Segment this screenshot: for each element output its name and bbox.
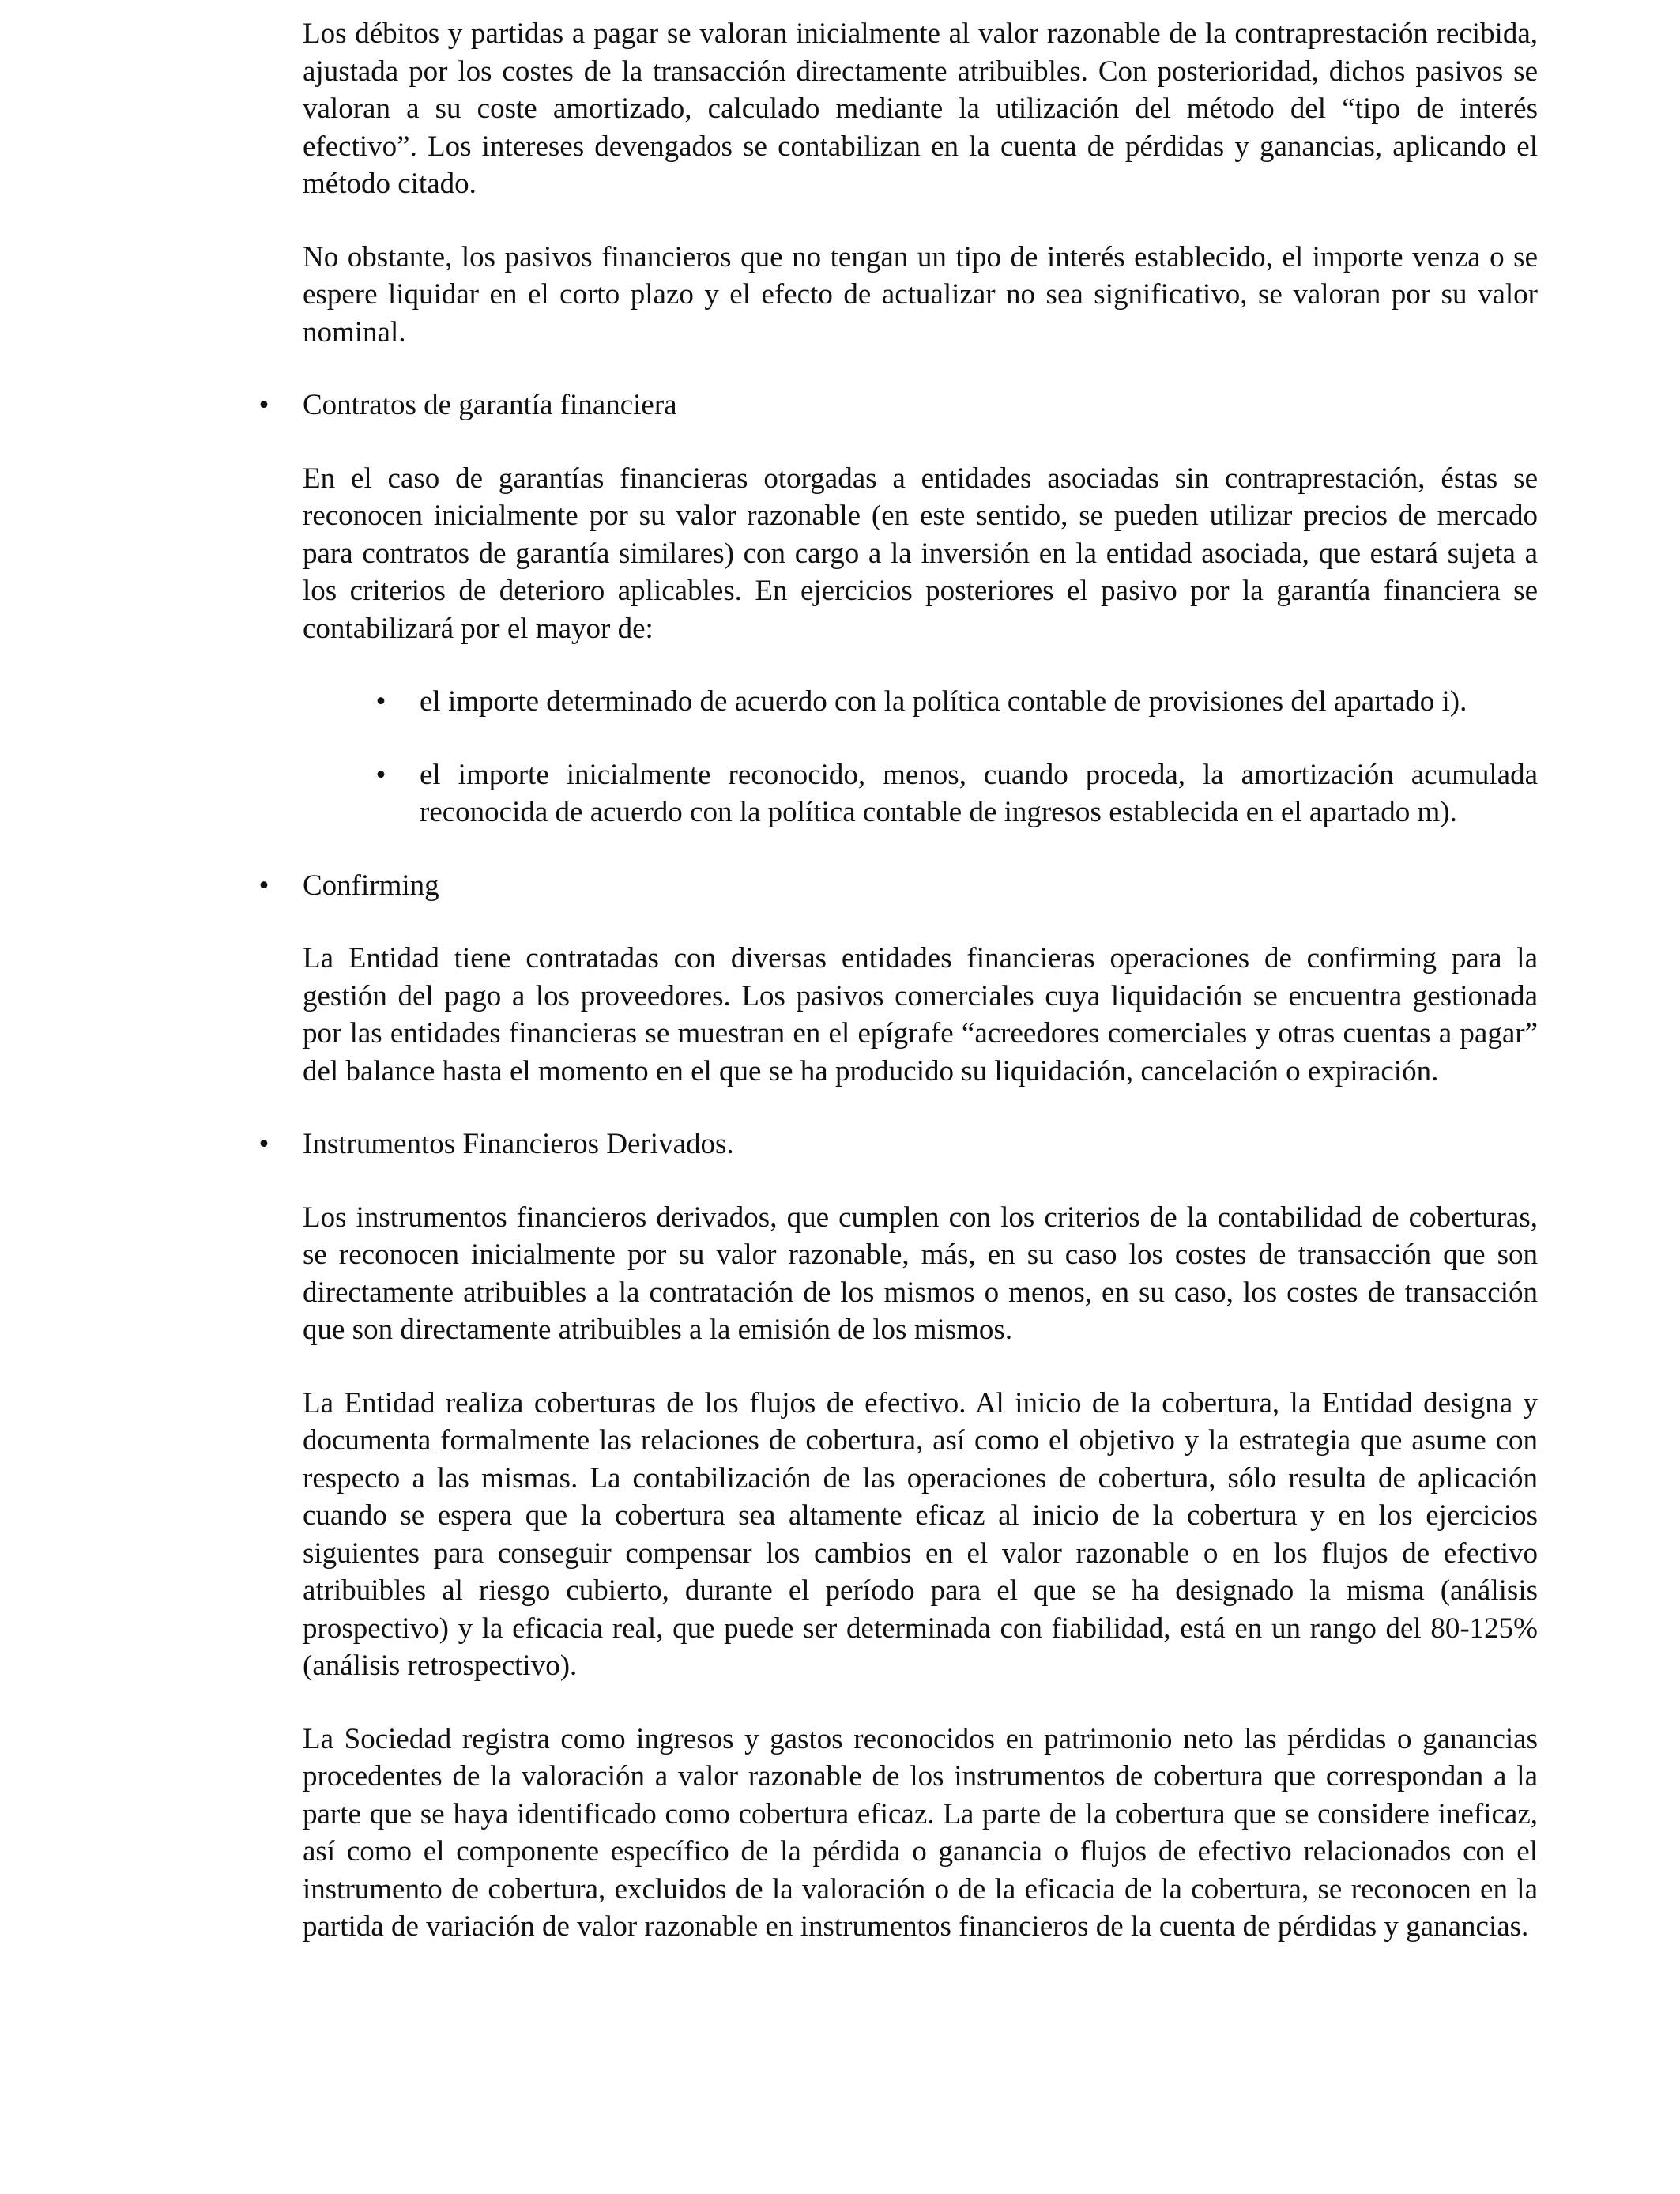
sub-bullet-dot-icon: • xyxy=(375,685,386,718)
confirming-paragraph-1: La Entidad tiene contratadas con diversas entidades financieras operaciones de confirming para la gestión del pago a los proveedores. Los pasivos comerciales cuya liquidación se encuentra gestionada por las entidades financieras se muestran en el epígrafe “acreedores comerciales y otras cuentas a pagar” del balance hasta el momento en el que se ha producido su liquidación, cancelación o expiración. xyxy=(303,942,1538,1088)
sub-bullet-dot-icon: • xyxy=(375,758,386,791)
garantia-paragraph-1: En el caso de garantías financieras otorgadas a entidades asociadas sin contraprestación, éstas se reconocen inicialmente por su valor razonable (en este sentido, se pueden utilizar precios de mercado para contratos de garantía similares) con cargo a la inversión en la entidad asociada, que estará sujeta a los criterios de deterioro aplicables. En ejercicios posteriores el pasivo por la garantía financiera se contabilizará por el mayor de: xyxy=(303,462,1538,645)
derivados-paragraph-3: La Sociedad registra como ingresos y gastos reconocidos en patrimonio neto las pérdidas o ganancias procedentes de la valoración a valor razonable de los instrumentos de cobertura que correspondan a la parte que se haya identificado como cobertura eficaz. La parte de la cobertura que se considere ineficaz, así como el componente específico de la pérdida o ganancia o flujos de efectivo relacionados con el instrumento de cobertura, excluidos de la valoración o de la eficacia de la cobertura, se reconocen en la partida de variación de valor razonable en instrumentos financieros de la cuenta de pérdidas y ganancias. xyxy=(303,1722,1538,1943)
section-heading-derivados: Instrumentos Financieros Derivados. xyxy=(303,1128,734,1160)
document-body xyxy=(258,15,1538,1946)
bullet-dot-icon: • xyxy=(258,389,269,421)
garantia-sub-item-2-text: el importe inicialmente reconocido, menos, cuando proceda, la amortización acumulada reconocida de acuerdo con la política contable de ingresos establecida en el apartado m). xyxy=(420,758,1538,828)
section-heading-confirming: Confirming xyxy=(303,869,439,902)
intro-paragraph-1: Los débitos y partidas a pagar se valoran inicialmente al valor razonable de la contraprestación recibida, ajustada por los costes de la transacción directamente atribuibles. Con posterioridad, dichos pasivos se valoran a su coste amortizado, calculado mediante la utilización del método del “tipo de interés efectivo”. Los intereses devengados se contabilizan en la cuenta de pérdidas y ganancias, aplicando el método citado. xyxy=(303,17,1538,200)
bullet-derivados xyxy=(258,1125,1538,1163)
derivados-paragraph-1: Los instrumentos financieros derivados, que cumplen con los criterios de la contabilidad de coberturas, se reconocen inicialmente por su valor razonable, más, en su caso los costes de transacción que son directamente atribuibles a la contratación de los mismos o menos, en su caso, los costes de transacción que son directamente atribuibles a la emisión de los mismos. xyxy=(303,1201,1538,1346)
garantia-sub-item-1 xyxy=(375,683,1538,721)
bullet-confirming xyxy=(258,867,1538,905)
bullet-dot-icon: • xyxy=(258,1128,269,1160)
bullet-dot-icon: • xyxy=(258,869,269,902)
garantia-sub-list xyxy=(375,683,1538,831)
garantia-sub-item-2 xyxy=(375,756,1538,831)
bullet-garantia xyxy=(258,386,1538,424)
intro-paragraph-2: No obstante, los pasivos financieros que no tengan un tipo de interés establecido, el importe venza o se espere liquidar en el corto plazo y el efecto de actualizar no sea significativo, se valoran por su valor nominal. xyxy=(303,240,1538,349)
section-heading-garantia: Contratos de garantía financiera xyxy=(303,389,677,421)
derivados-paragraph-2: La Entidad realiza coberturas de los flujos de efectivo. Al inicio de la cobertura, la Entidad designa y documenta formalmente las relaciones de cobertura, así como el objetivo y la estrategia que asume con respecto a las mismas. La contabilización de las operaciones de cobertura, sólo resulta de aplicación cuando se espera que la cobertura sea altamente eficaz al inicio de la cobertura y en los ejercicios siguientes para conseguir compensar los cambios en el valor razonable o en los flujos de efectivo atribuibles al riesgo cubierto, durante el período para el que se ha designado la misma (análisis prospectivo) y la eficacia real, que puede ser determinada con fiabilidad, está en un rango del 80-125% (análisis retrospectivo). xyxy=(303,1386,1538,1682)
garantia-sub-item-1-text: el importe determinado de acuerdo con la política contable de provisiones del apartado i). xyxy=(420,685,1467,718)
